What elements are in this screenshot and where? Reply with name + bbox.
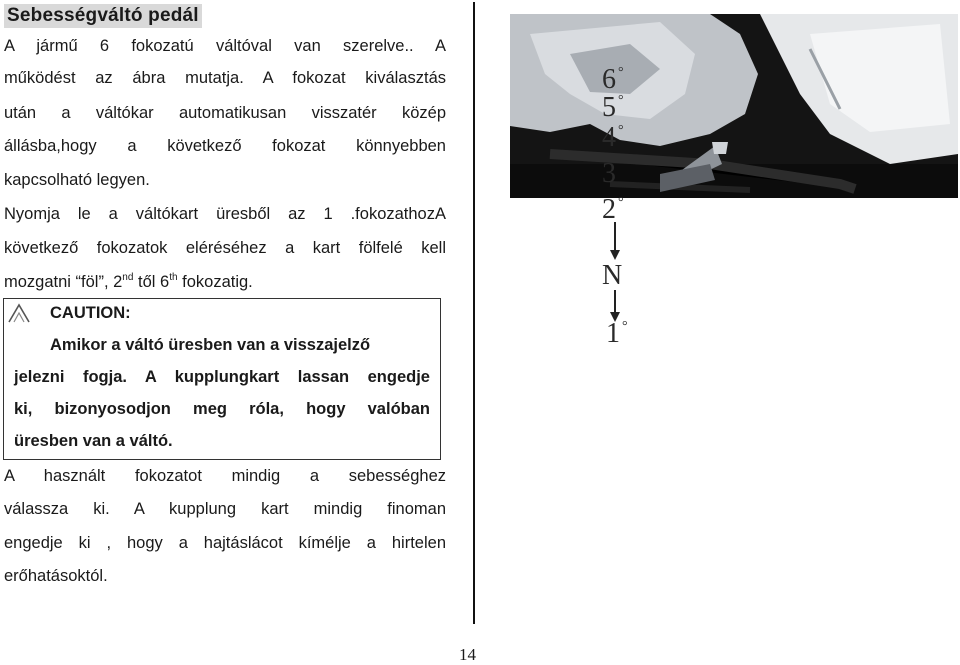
- text-line: kapcsolható legyen.: [4, 171, 150, 189]
- gear-label-1: 1 °: [606, 318, 628, 349]
- text-line-with-ordinals: [4, 272, 446, 292]
- page-number: 14: [459, 645, 476, 664]
- text-fragment: fokozatig.: [177, 273, 253, 291]
- text-fragment: től 6: [133, 273, 170, 291]
- gear-label-5: 5 °: [602, 92, 624, 123]
- gear-label-3: 3: [602, 158, 616, 189]
- ordinal-suffix: nd: [122, 271, 134, 283]
- gear-label-6: 6 °: [602, 64, 624, 95]
- text-line: A használt fokozatot mindig a sebességhez: [4, 467, 446, 485]
- caution-line: jelezni fogja. A kupplungkart lassan engedje: [14, 368, 430, 386]
- caution-box: [3, 298, 441, 460]
- text-fragment: mozgatni “föl”, 2: [4, 273, 123, 291]
- text-line: következő fokozatok eléréséhez a kart fölfelé kell: [4, 239, 446, 257]
- gear-label-2: 2 °: [602, 194, 624, 225]
- gear-label-4: 4 °: [602, 122, 624, 153]
- caution-line: ki, bizonyosodjon meg róla, hogy valóban: [14, 400, 430, 418]
- arrow-down-icon: [608, 222, 622, 262]
- caution-line: üresben van a váltó.: [14, 432, 173, 450]
- caution-heading: CAUTION:: [50, 304, 131, 322]
- text-line: erőhatásoktól.: [4, 567, 108, 585]
- text-line: állásba,hogy a következő fokozat könnyebben: [4, 137, 446, 155]
- text-line: után a váltókar automatikusan visszatér közép: [4, 104, 446, 122]
- section-title: Sebességváltó pedál: [4, 4, 202, 28]
- warning-triangle-icon: [6, 301, 32, 330]
- column-divider: [473, 2, 475, 624]
- text-line: válassza ki. A kupplung kart mindig finoman: [4, 500, 446, 518]
- caution-line: Amikor a váltó üresben van a visszajelző: [50, 336, 371, 354]
- text-line: működést az ábra mutatja. A fokozat kiválasztás: [4, 69, 446, 87]
- gear-label-neutral: N: [602, 260, 623, 291]
- ordinal-suffix: th: [169, 271, 178, 283]
- gear-pedal-photo: [510, 14, 958, 198]
- text-line: engedje ki , hogy a hajtáslácot kímélje a hirtelen: [4, 534, 446, 552]
- text-line: A jármű 6 fokozatú váltóval van szerelve.. A: [4, 37, 446, 55]
- text-line: Nyomja le a váltókart üresből az 1 .fokozathozA: [4, 205, 446, 223]
